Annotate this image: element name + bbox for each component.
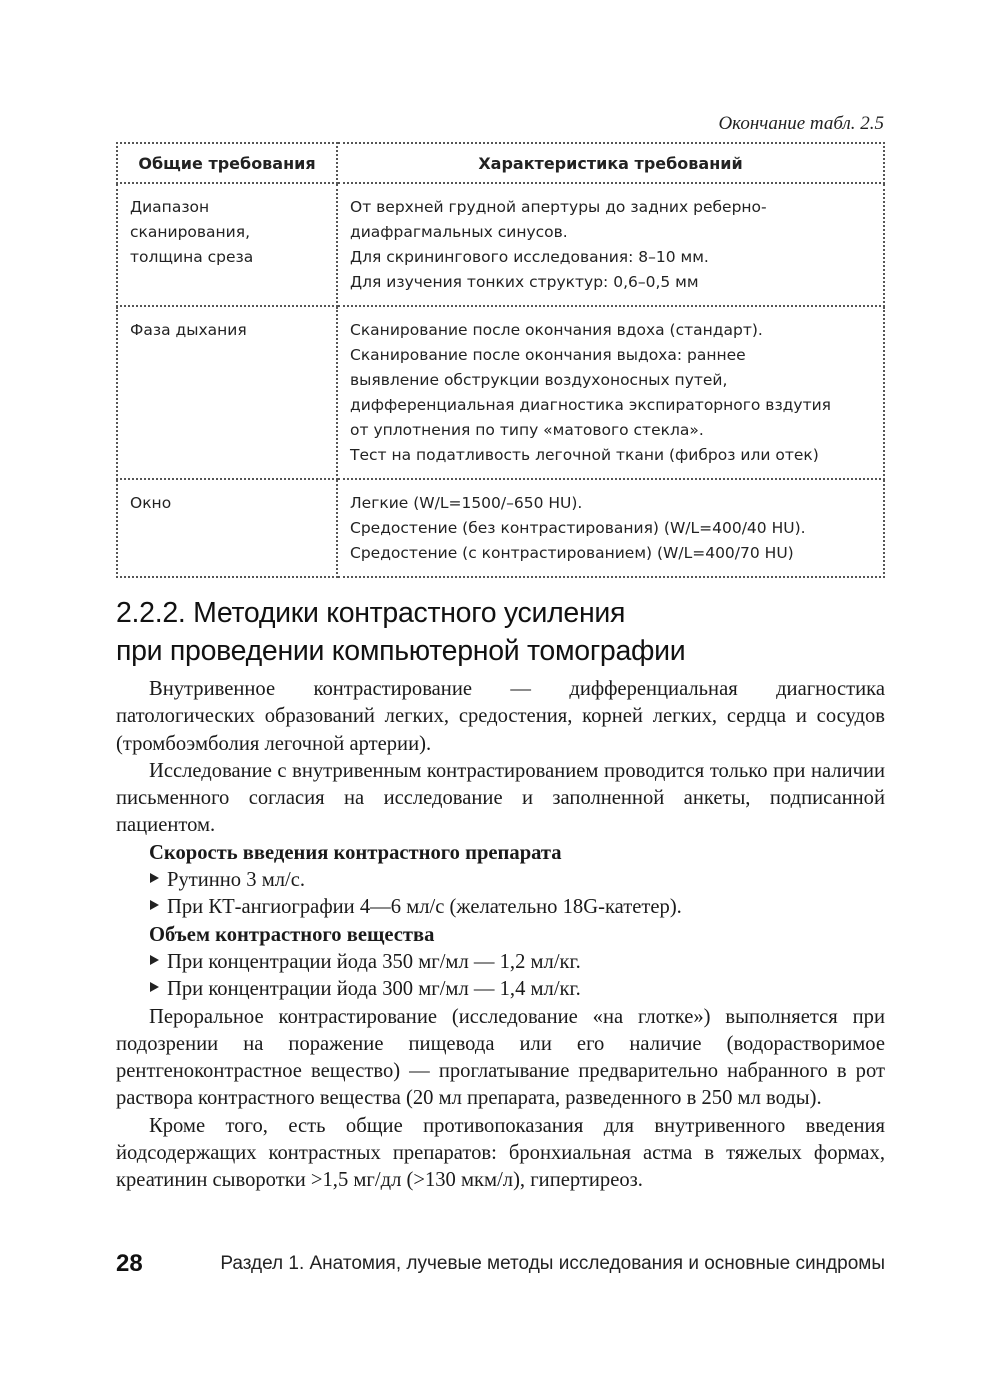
paragraph: Исследование с внутривенным контрастированием проводится только при наличии письменного согласия на исследование и заполненной анкеты, подписанной пациентом. (116, 759, 885, 837)
table-row (117, 306, 884, 479)
triangle-bullet-icon (149, 982, 159, 992)
cell-line: Окно (130, 494, 172, 512)
cell-line: Для изучения тонких структур: 0,6–0,5 мм (350, 273, 699, 291)
triangle-bullet-icon (149, 873, 159, 883)
list-item-text: Рутинно 3 мл/с. (167, 869, 306, 892)
cell-line: выявление обструкции воздухоносных путей, (350, 371, 728, 389)
page-number: 28 (116, 1250, 143, 1277)
list-item-text: При КТ-ангиографии 4—6 мл/с (желательно 18G-катетер). (167, 896, 682, 919)
cell-line: Средостение (без контрастирования) (W/L=400/40 HU). (350, 519, 806, 537)
requirement-cell (117, 479, 337, 577)
subheading-injection-speed: Скорость введения контрастного препарата (149, 841, 562, 864)
requirement-cell (117, 306, 337, 479)
table-row (117, 183, 884, 306)
section-heading-line: при проведении компьютерной томографии (116, 635, 686, 667)
section-heading-line: 2.2.2. Методики контрастного усиления (116, 597, 626, 629)
cell-line: диафрагмальных синусов. (350, 223, 568, 241)
list-item-text: При концентрации йода 350 мг/мл — 1,2 мл/кг. (167, 950, 581, 973)
list-item (116, 894, 885, 921)
cell-line: Фаза дыхания (130, 321, 247, 339)
paragraph: Кроме того, есть общие противопоказания для внутривенного введения йодсодержащих контрастных препаратов: бронхиальная астма в тяжелых формах, креатинин сыворотки >1,5 мг/дл (>130 мкм/л), гипертиреоз. (116, 1114, 885, 1192)
table-header-row (117, 143, 884, 183)
list-item (116, 867, 885, 894)
cell-line: сканирования, (130, 223, 251, 241)
header-requirement-characteristics: Характеристика требований (337, 143, 884, 183)
list-item (116, 976, 885, 1003)
running-title: Раздел 1. Анатомия, лучевые методы исследования и основные синдромы (220, 1253, 885, 1274)
subheading-contrast-volume: Объем контрастного вещества (149, 923, 435, 946)
paragraph: Пероральное контрастирование (исследование «на глотке») выполняется при подозрении на поражение пищевода или его наличие (водорастворимое рентгеноконтрастное вещество) — проглатывание предварительно набранного в рот раствора контрастного вещества (20 мл препарата, разведенного в 250 мл воды). (116, 1005, 885, 1110)
list-item-text: При концентрации йода 300 мг/мл — 1,4 мл/кг. (167, 978, 581, 1001)
cell-line: толщина среза (130, 248, 254, 266)
cell-line: Легкие (W/L=1500/–650 HU). (350, 494, 583, 512)
cell-line: Диапазон (130, 198, 210, 216)
characteristic-cell (337, 306, 884, 479)
cell-line: Сканирование после окончания вдоха (стандарт). (350, 321, 763, 339)
characteristic-cell (337, 479, 884, 577)
paragraph: Внутривенное контрастирование — дифференциальная диагностика патологических образований легких, средостения, корней легких, сердца и сосудов (тромбоэмболия легочной артерии). (116, 678, 885, 755)
requirements-table (116, 142, 885, 578)
cell-line: от уплотнения по типу «матового стекла». (350, 421, 704, 439)
cell-line: От верхней грудной апертуры до задних реберно- (350, 198, 767, 216)
cell-line: Средостение (с контрастированием) (W/L=400/70 HU) (350, 544, 794, 562)
cell-line: дифференциальная диагностика экспираторного вздутия (350, 396, 831, 414)
cell-line: Для скринингового исследования: 8–10 мм. (350, 248, 709, 266)
table-row (117, 479, 884, 577)
body-text (116, 676, 885, 1195)
cell-line: Тест на податливость легочной ткани (фиброз или отек) (350, 446, 819, 464)
section-heading (116, 594, 685, 670)
requirement-cell (117, 183, 337, 306)
header-general-requirements: Общие требования (117, 143, 337, 183)
triangle-bullet-icon (149, 900, 159, 910)
list-item (116, 949, 885, 976)
table-caption: Окончание табл. 2.5 (718, 113, 884, 134)
characteristic-cell (337, 183, 884, 306)
cell-line: Сканирование после окончания выдоха: раннее (350, 346, 746, 364)
page-footer (116, 1250, 885, 1280)
triangle-bullet-icon (149, 955, 159, 965)
